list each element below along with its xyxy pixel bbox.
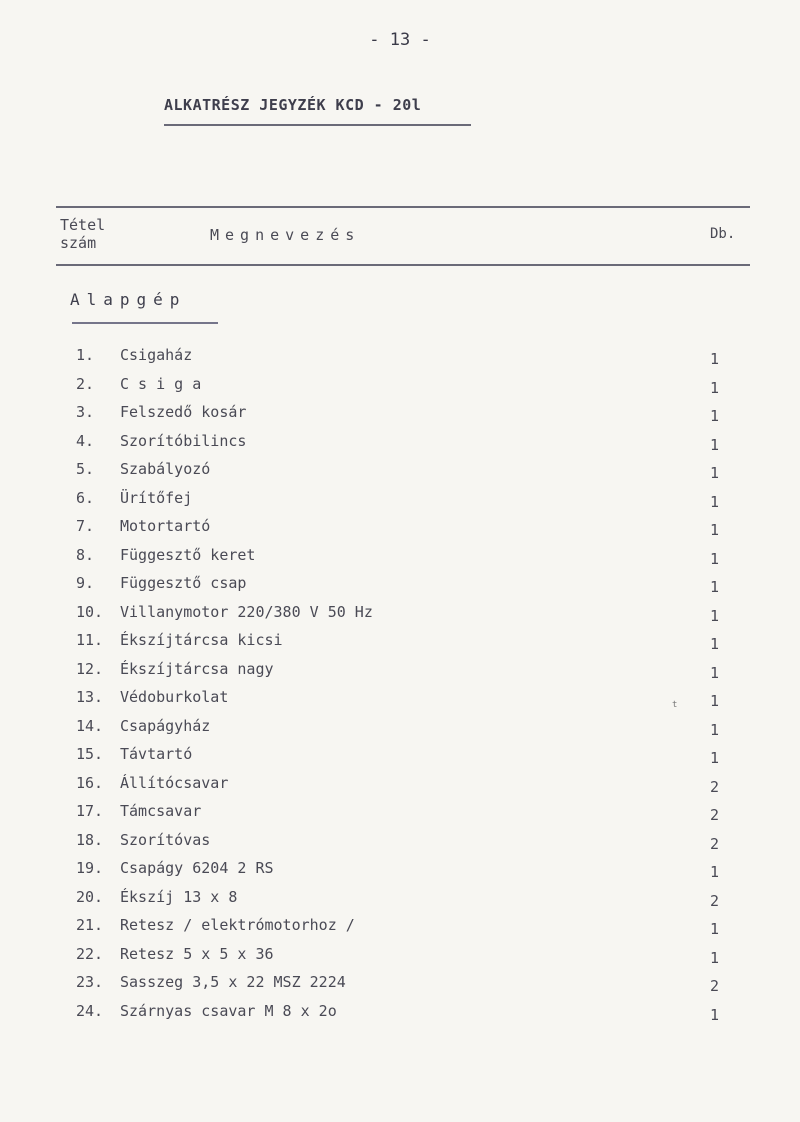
document-title: ALKATRÉSZ JEGYZÉK KCD - 20l	[164, 96, 422, 114]
item-name: Felszedő kosár	[120, 403, 247, 421]
table-row	[0, 403, 800, 432]
item-number: 2.	[76, 374, 95, 393]
item-number: 8.	[76, 545, 95, 564]
item-number: 6.	[76, 488, 95, 507]
item-name: Függesztő csap	[120, 574, 247, 592]
table-row	[0, 688, 800, 717]
item-name: Szorítóbilincs	[120, 431, 247, 450]
item-number: 15.	[76, 745, 104, 763]
item-number: 18.	[76, 830, 104, 849]
item-number: 16.	[76, 773, 104, 792]
table-row	[0, 831, 800, 860]
table-row	[0, 346, 800, 375]
item-qty: 1	[710, 407, 720, 425]
item-name: Sasszeg 3,5 x 22 MSZ 2224	[120, 973, 346, 991]
table-row	[0, 432, 800, 461]
item-number: 19.	[76, 859, 104, 877]
title-underline	[164, 124, 471, 126]
item-qty: 1	[710, 606, 720, 625]
item-number: 14.	[76, 716, 104, 735]
table-row	[0, 916, 800, 945]
table-row	[0, 859, 800, 888]
item-number: 1.	[76, 346, 95, 364]
item-number: 23.	[76, 973, 104, 991]
table-row	[0, 888, 800, 917]
table-row	[0, 1002, 800, 1031]
item-name: Védoburkolat	[120, 688, 229, 706]
item-qty: 2	[710, 777, 720, 796]
header-qty-label: Db.	[710, 226, 736, 242]
table-row	[0, 717, 800, 746]
item-number: 17.	[76, 802, 104, 820]
item-name: Motortartó	[120, 517, 211, 535]
item-qty: 1	[710, 578, 720, 596]
table-row	[0, 603, 800, 632]
item-name: Szorítóvas	[120, 830, 211, 849]
table-row	[0, 631, 800, 660]
table-row	[0, 460, 800, 489]
item-qty: 1	[710, 521, 720, 539]
header-item-label: Tétel	[60, 216, 106, 234]
header-item-sublabel: szám	[60, 234, 97, 252]
item-number: 12.	[76, 659, 104, 678]
parts-list	[0, 346, 800, 1030]
item-number: 4.	[76, 431, 95, 450]
item-qty: 2	[710, 834, 720, 853]
item-name: Retesz 5 x 5 x 36	[120, 944, 274, 963]
item-qty: 1	[710, 350, 720, 368]
item-qty: 1	[710, 663, 720, 682]
item-number: 5.	[76, 460, 95, 478]
item-name: Csapágyház	[120, 716, 211, 735]
item-name: Ékszíj 13 x 8	[120, 887, 238, 906]
item-qty: 1	[710, 920, 720, 938]
item-qty: 1	[710, 635, 720, 653]
item-qty: 1	[710, 378, 720, 397]
item-name: Ürítőfej	[120, 488, 193, 507]
item-name: Retesz / elektrómotorhoz /	[120, 916, 355, 934]
item-number: 11.	[76, 631, 104, 649]
item-number: 7.	[76, 517, 95, 535]
margin-mark: t	[672, 700, 678, 710]
table-row	[0, 774, 800, 803]
page-number: - 13 -	[369, 30, 431, 50]
item-name: Ékszíjtárcsa kicsi	[120, 631, 283, 649]
item-number: 13.	[76, 688, 104, 706]
item-qty: 1	[710, 749, 720, 767]
table-row	[0, 973, 800, 1002]
item-name: Távtartó	[120, 745, 193, 763]
item-qty: 1	[710, 863, 720, 881]
item-name: Ékszíjtárcsa nagy	[120, 659, 274, 678]
table-row	[0, 574, 800, 603]
item-name: C s i g a	[120, 374, 202, 393]
item-name: Függesztő keret	[120, 545, 256, 564]
item-qty: 1	[710, 549, 720, 568]
item-number: 21.	[76, 916, 104, 934]
table-row	[0, 546, 800, 575]
header-bottom-rule	[56, 264, 750, 266]
table-row	[0, 945, 800, 974]
item-qty: 1	[710, 435, 720, 454]
item-qty: 2	[710, 891, 720, 910]
header-top-rule	[56, 206, 750, 208]
item-number: 10.	[76, 602, 104, 621]
item-qty: 1	[710, 1005, 720, 1024]
item-name: Villanymotor 220/380 V 50 Hz	[120, 602, 373, 621]
item-qty: 2	[710, 977, 720, 995]
item-name: Szabályozó	[120, 460, 211, 478]
item-number: 22.	[76, 944, 104, 963]
item-qty: 1	[710, 492, 720, 511]
table-row	[0, 489, 800, 518]
header-name-label: Megnevezés	[210, 226, 361, 244]
table-row	[0, 745, 800, 774]
item-qty: 2	[710, 806, 720, 824]
section-underline	[72, 322, 218, 324]
item-qty: 1	[710, 464, 720, 482]
section-title: Alapgép	[70, 290, 187, 309]
table-row	[0, 517, 800, 546]
table-row	[0, 375, 800, 404]
item-number: 3.	[76, 403, 95, 421]
item-number: 9.	[76, 574, 95, 592]
item-name: Szárnyas csavar M 8 x 2o	[120, 1001, 337, 1020]
item-name: Csapágy 6204 2 RS	[120, 859, 274, 877]
item-number: 24.	[76, 1001, 104, 1020]
table-row	[0, 660, 800, 689]
table-row	[0, 802, 800, 831]
item-qty: 1	[710, 692, 720, 710]
item-name: Támcsavar	[120, 802, 202, 820]
item-name: Csigaház	[120, 346, 193, 364]
item-qty: 1	[710, 948, 720, 967]
item-number: 20.	[76, 887, 104, 906]
item-qty: 1	[710, 720, 720, 739]
item-name: Állítócsavar	[120, 773, 229, 792]
